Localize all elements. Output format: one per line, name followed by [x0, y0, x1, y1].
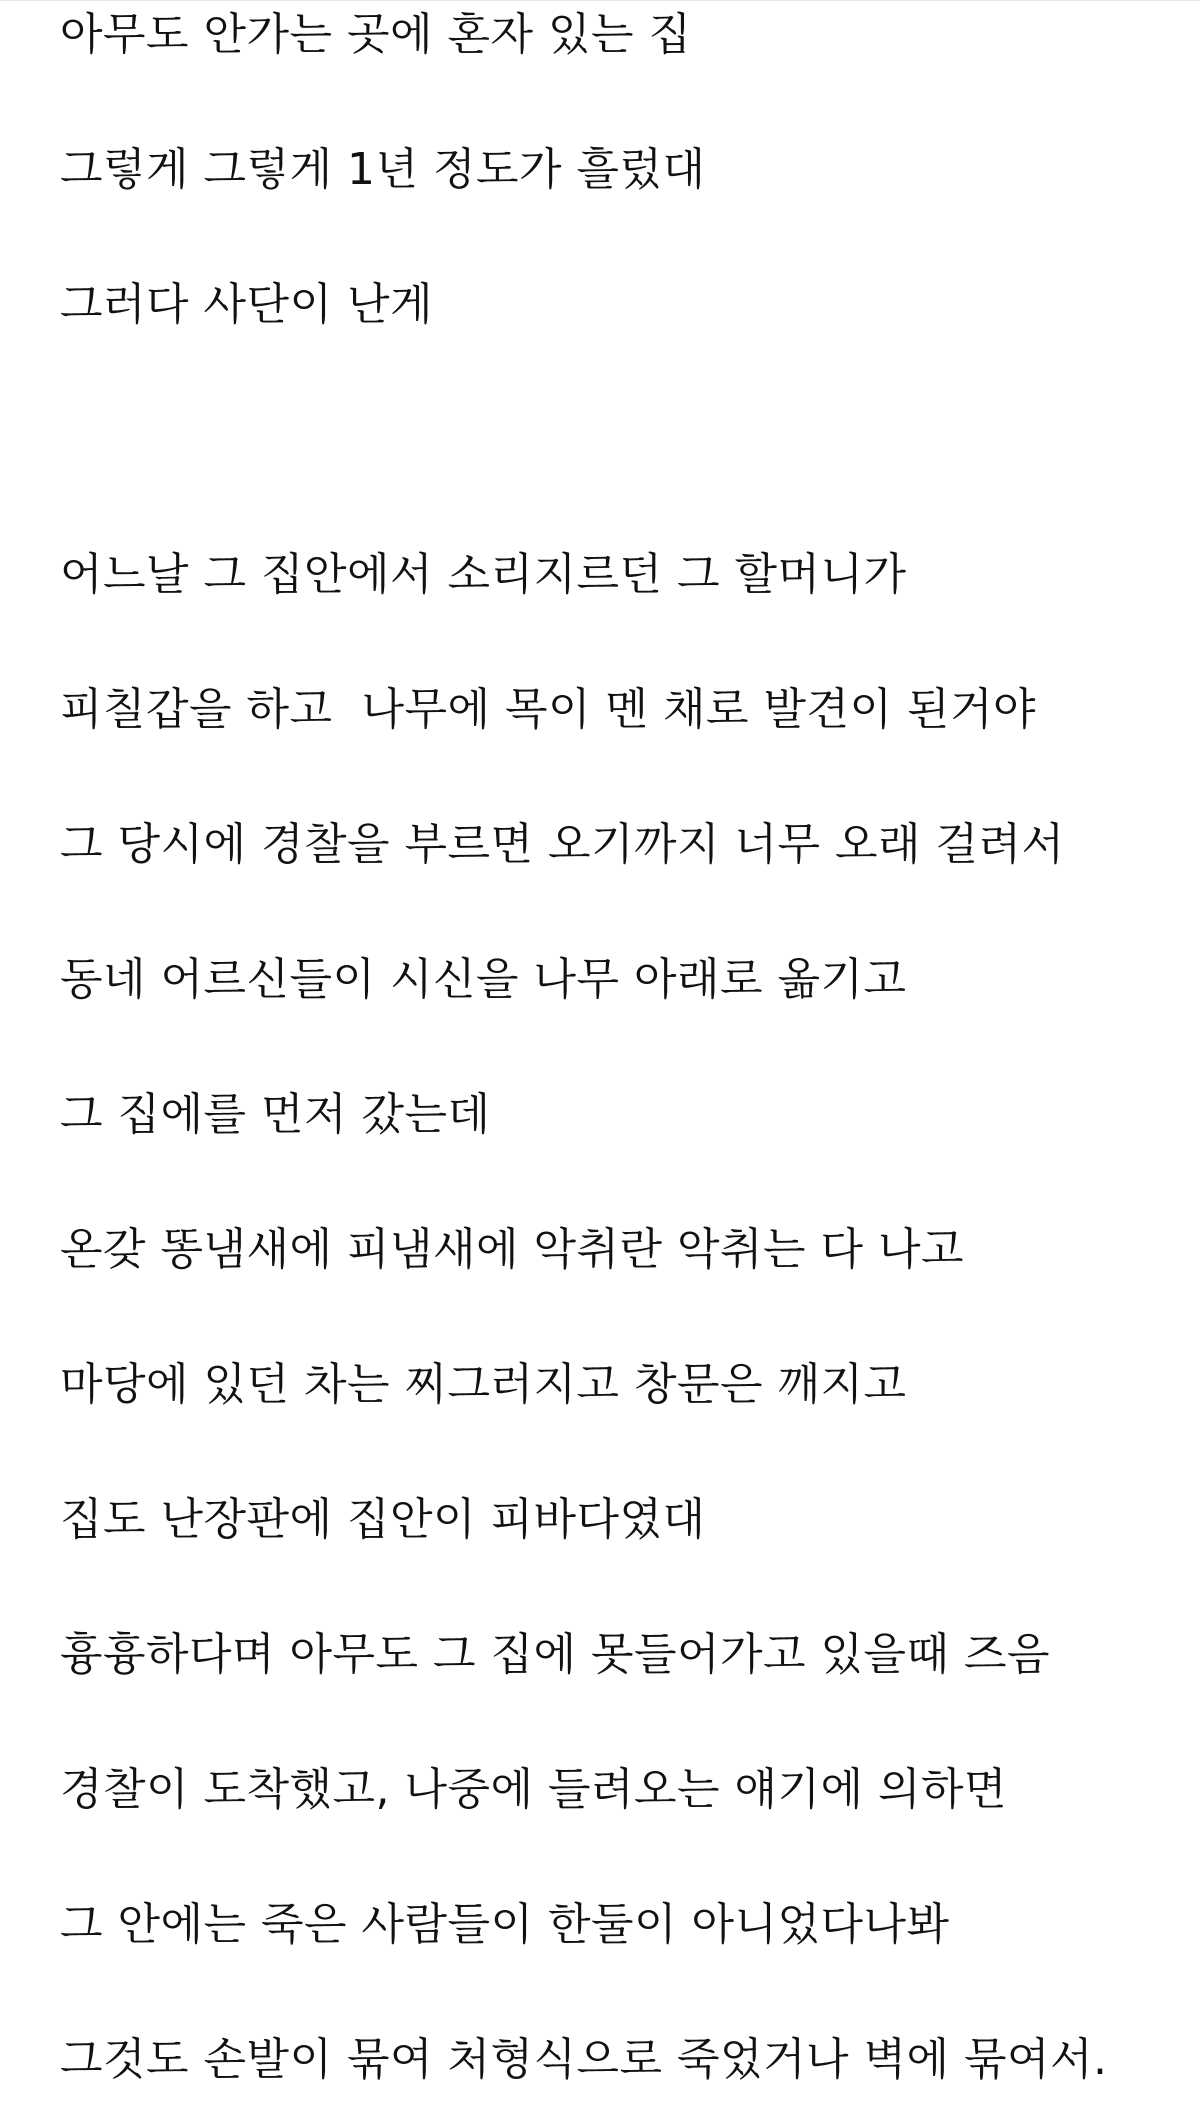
text-line: 그것도 손발이 묶여 처형식으로 죽었거나 벽에 묶여서. — [60, 2034, 1108, 2085]
text-line: 그렇게 그렇게 1년 정도가 흘렀대 — [60, 144, 706, 195]
text-line: 흉흉하다며 아무도 그 집에 못들어가고 있을때 즈음 — [60, 1629, 1050, 1680]
text-line: 마당에 있던 차는 찌그러지고 창문은 깨지고 — [60, 1359, 907, 1410]
text-line: 그 안에는 죽은 사람들이 한둘이 아니었다나봐 — [60, 1899, 950, 1950]
text-line: 경찰이 도착했고, 나중에 들려오는 얘기에 의하면 — [60, 1764, 1007, 1815]
text-line: 그 집에를 먼저 갔는데 — [60, 1089, 491, 1140]
text-line: 어느날 그 집안에서 소리지르던 그 할머니가 — [60, 549, 907, 600]
text-line: 그러다 사단이 난게 — [60, 279, 434, 330]
text-line: 동네 어르신들이 시신을 나무 아래로 옮기고 — [60, 954, 907, 1005]
text-line: 아무도 안가는 곳에 혼자 있는 집 — [60, 9, 692, 60]
text-line: 온갖 똥냄새에 피냄새에 악취란 악취는 다 나고 — [60, 1224, 964, 1275]
text-line: 피칠갑을 하고 나무에 목이 멘 채로 발견이 된거야 — [60, 684, 1036, 735]
text-line: 집도 난장판에 집안이 피바다였대 — [60, 1494, 706, 1545]
text-line: 그 당시에 경찰을 부르면 오기까지 너무 오래 걸려서 — [60, 819, 1065, 870]
